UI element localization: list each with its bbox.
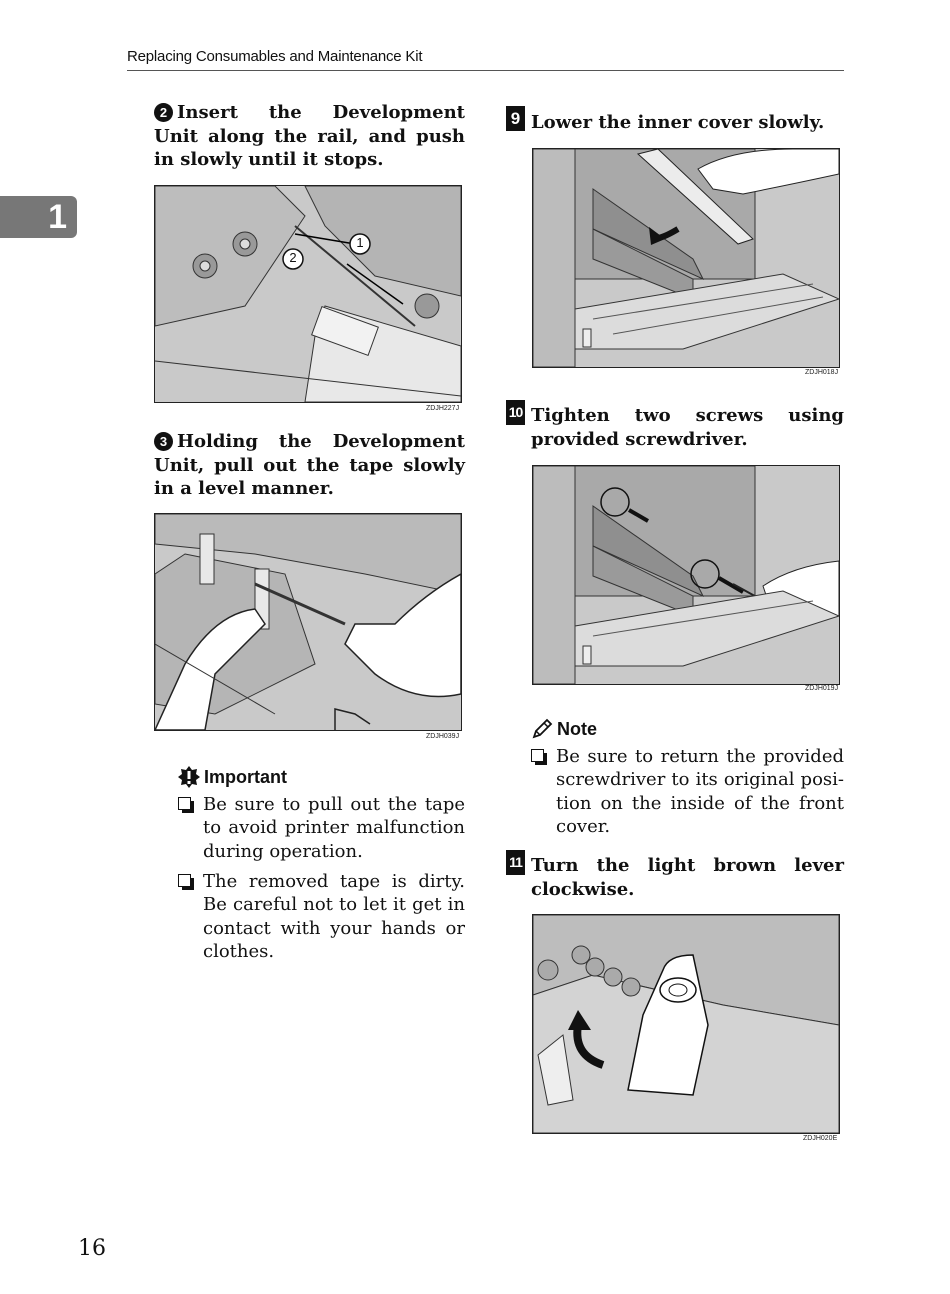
step-number: 11	[506, 850, 525, 875]
figure-tighten-screws	[532, 465, 840, 685]
illustration-insert	[155, 186, 461, 402]
note-heading	[531, 718, 597, 740]
figure-label: ZDJH039J	[426, 733, 460, 740]
figure-mark-1: 1	[356, 235, 364, 250]
figure-lower-inner-cover	[532, 148, 840, 368]
step-3	[154, 430, 465, 501]
note-item-text: Be sure to return the provided screwdriver to its original position on the inside of the front cover.	[556, 746, 844, 837]
important-item-text: Be sure to pull out the tape to avoid printer malfunction during operation.	[203, 794, 465, 862]
page-number: 16	[78, 1236, 106, 1261]
step-9	[506, 106, 844, 135]
important-heading	[178, 766, 287, 788]
step-text: Lower the inner cover slowly.	[531, 112, 825, 133]
step-11	[506, 850, 844, 901]
pencil-icon	[531, 718, 553, 740]
step-10	[506, 400, 844, 451]
illustration-pull-tape	[155, 514, 461, 730]
step-number: 2	[154, 103, 173, 122]
running-header	[127, 48, 844, 71]
figure-pull-tape	[154, 513, 462, 731]
figure-insert-development-unit	[154, 185, 462, 403]
figure-label: ZDJH018J	[805, 369, 839, 376]
important-item	[178, 870, 465, 963]
illustration-inner-cover	[533, 149, 839, 367]
note-heading-text: Note	[557, 718, 597, 739]
figure-turn-lever	[532, 914, 840, 1134]
figure-mark-2: 2	[289, 250, 297, 265]
chapter-tab: 1	[0, 196, 77, 238]
important-item	[178, 793, 465, 863]
step-2	[154, 101, 465, 172]
step-text: Holding the Development Unit, pull out the tape slowly in a level manner.	[154, 431, 465, 499]
illustration-lever	[533, 915, 839, 1133]
step-text: Turn the light brown lever clockwise.	[531, 855, 844, 900]
important-item-text: The removed tape is dirty. Be careful not to let it get in contact with your hands or clothes.	[203, 871, 465, 962]
important-icon	[178, 766, 200, 788]
checkbox-icon	[531, 749, 544, 762]
checkbox-icon	[178, 797, 191, 810]
figure-label: ZDJH227J	[426, 405, 460, 412]
important-heading-text: Important	[204, 766, 287, 787]
checkbox-icon	[178, 874, 191, 887]
illustration-screws	[533, 466, 839, 684]
figure-label: ZDJH019J	[805, 685, 839, 692]
step-number: 3	[154, 432, 173, 451]
step-text: Tighten two screws using provided screwdriver.	[531, 405, 844, 450]
header-title: Replacing Consumables and Maintenance Kit	[127, 48, 423, 65]
step-text: Insert the Development Unit along the rail, and push in slowly until it stops.	[154, 102, 465, 170]
step-number: 9	[506, 106, 525, 131]
step-number: 10	[506, 400, 525, 425]
note-item	[531, 745, 844, 838]
figure-label: ZDJH020E	[803, 1135, 838, 1142]
